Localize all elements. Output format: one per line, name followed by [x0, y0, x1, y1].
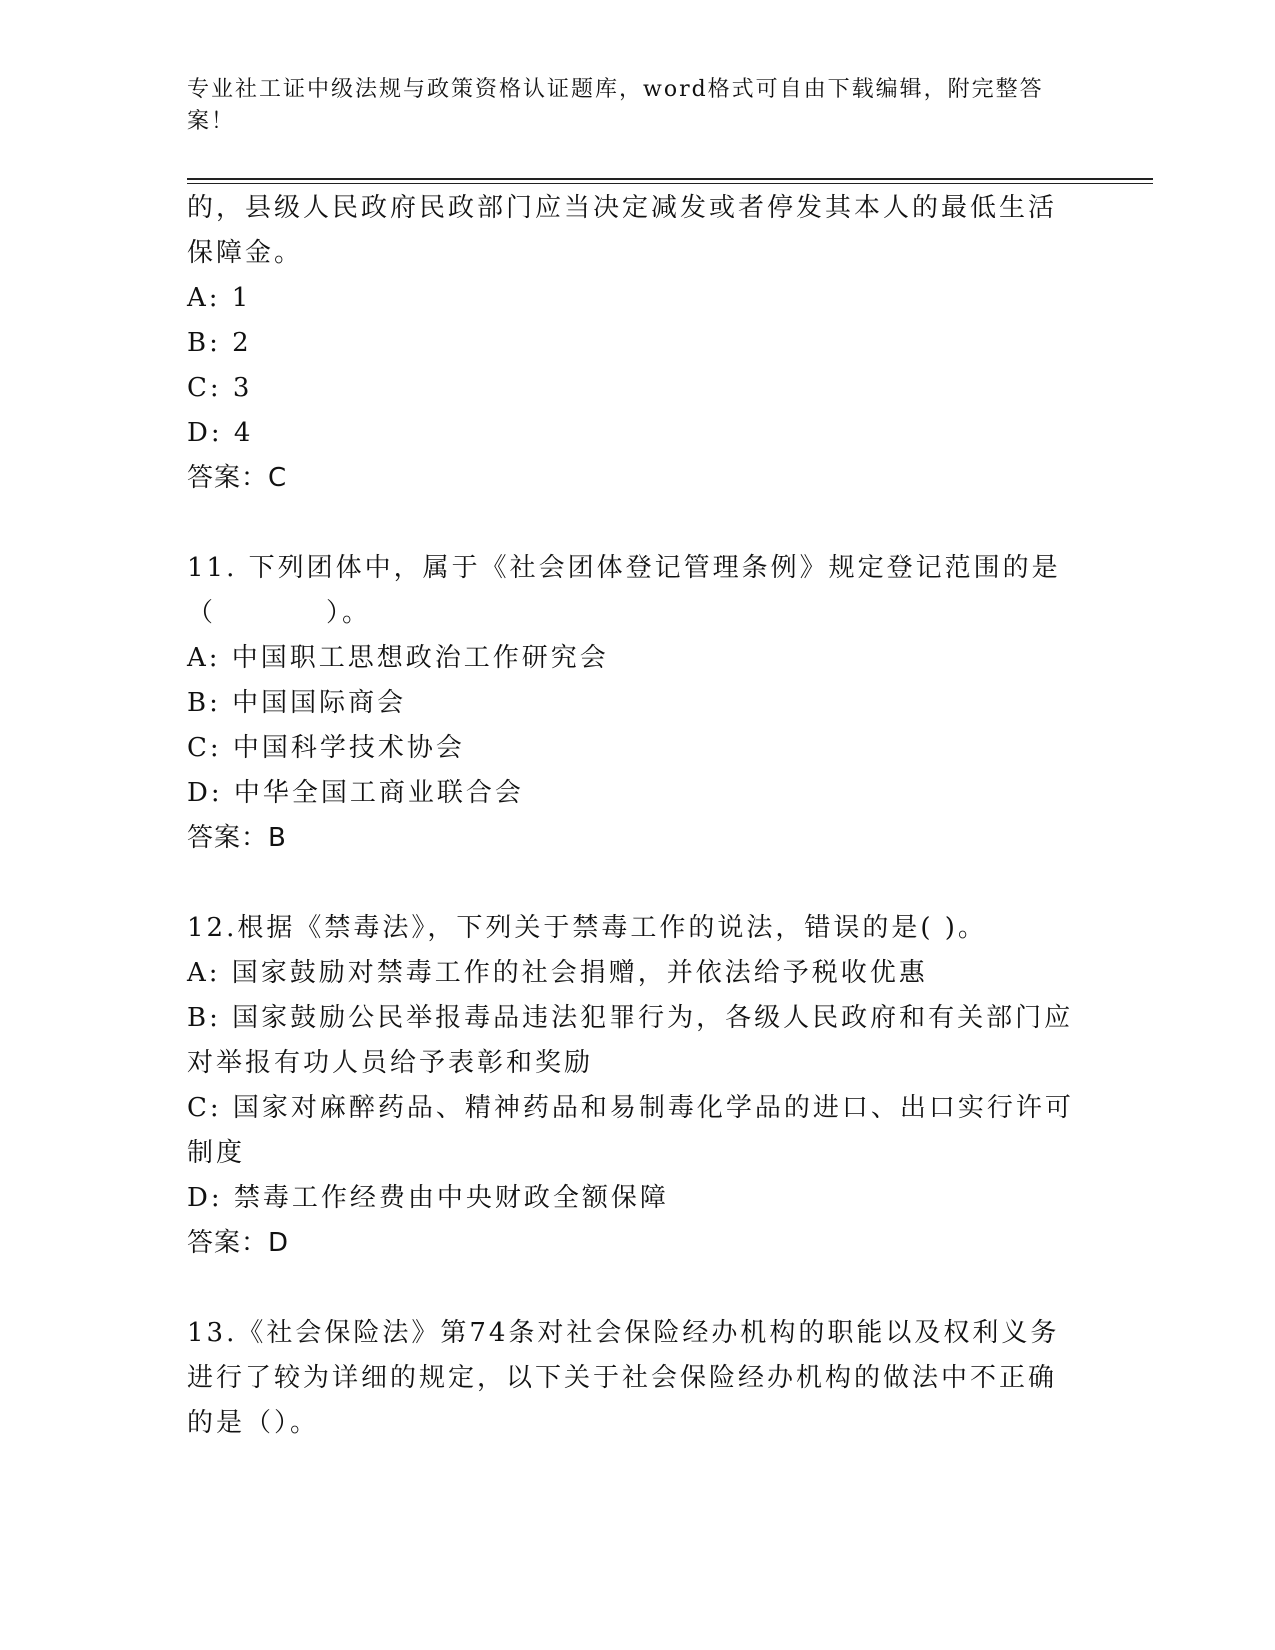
header-divider	[187, 178, 1153, 180]
question-11-option-a: A: 中国职工思想政治工作研究会	[187, 643, 609, 673]
question-12-option-a: A: 国家鼓励对禁毒工作的社会捐赠，并依法给予税收优惠	[187, 958, 928, 988]
question-10-stem-line-1: 的，县级人民政府民政部门应当决定减发或者停发其本人的最低生活	[187, 193, 1058, 223]
question-10-stem-line-2: 保障金。	[187, 238, 304, 268]
question-10-option-c: C: 3	[187, 373, 253, 403]
question-content	[187, 186, 1077, 1446]
question-12-option-c: C: 国家对麻醉药品、精神药品和易制毒化学品的进口、出口实行许可制度	[187, 1093, 1074, 1168]
question-13	[187, 1311, 1077, 1446]
question-13-stem: 13.《社会保险法》第74条对社会保险经办机构的职能以及权利义务进行了较为详细的规定，以下关于社会保险经办机构的做法中不正确的是（）。	[187, 1318, 1060, 1438]
question-12-answer: 答案：D	[187, 1228, 290, 1258]
question-11-option-c: C: 中国科学技术协会	[187, 733, 465, 763]
question-11	[187, 546, 1077, 861]
question-12-stem: 12.根据《禁毒法》，下列关于禁毒工作的说法，错误的是( )。	[187, 913, 987, 943]
spacer	[187, 861, 1077, 906]
question-10-option-b: B: 2	[187, 328, 252, 358]
question-11-stem-line-2	[187, 591, 1077, 636]
question-10-answer: 答案：C	[187, 463, 288, 493]
spacer	[187, 1266, 1077, 1311]
question-11-stem-line-1: 11. 下列团体中，属于《社会团体登记管理条例》规定登记范围的是	[187, 553, 1061, 583]
question-10-option-a: A: 1	[187, 283, 252, 313]
spacer	[187, 501, 1077, 546]
question-11-option-d: D: 中华全国工商业联合会	[187, 778, 524, 808]
document-header: 专业社工证中级法规与政策资格认证题库，word格式可自由下载编辑，附完整答案！	[187, 77, 1044, 134]
paren-close: ）。	[326, 598, 372, 628]
question-10	[187, 186, 1077, 501]
header-divider-thin	[187, 183, 1153, 184]
question-10-option-d: D: 4	[187, 418, 254, 448]
paren-open: （	[187, 598, 217, 628]
question-11-answer: 答案：B	[187, 823, 287, 853]
question-11-option-b: B: 中国国际商会	[187, 688, 407, 718]
question-12	[187, 906, 1077, 1266]
question-12-option-b: B: 国家鼓励公民举报毒品违法犯罪行为，各级人民政府和有关部门应对举报有功人员给予表彰和奖励	[187, 1003, 1074, 1078]
question-12-option-d: D: 禁毒工作经费由中央财政全额保障	[187, 1183, 669, 1213]
